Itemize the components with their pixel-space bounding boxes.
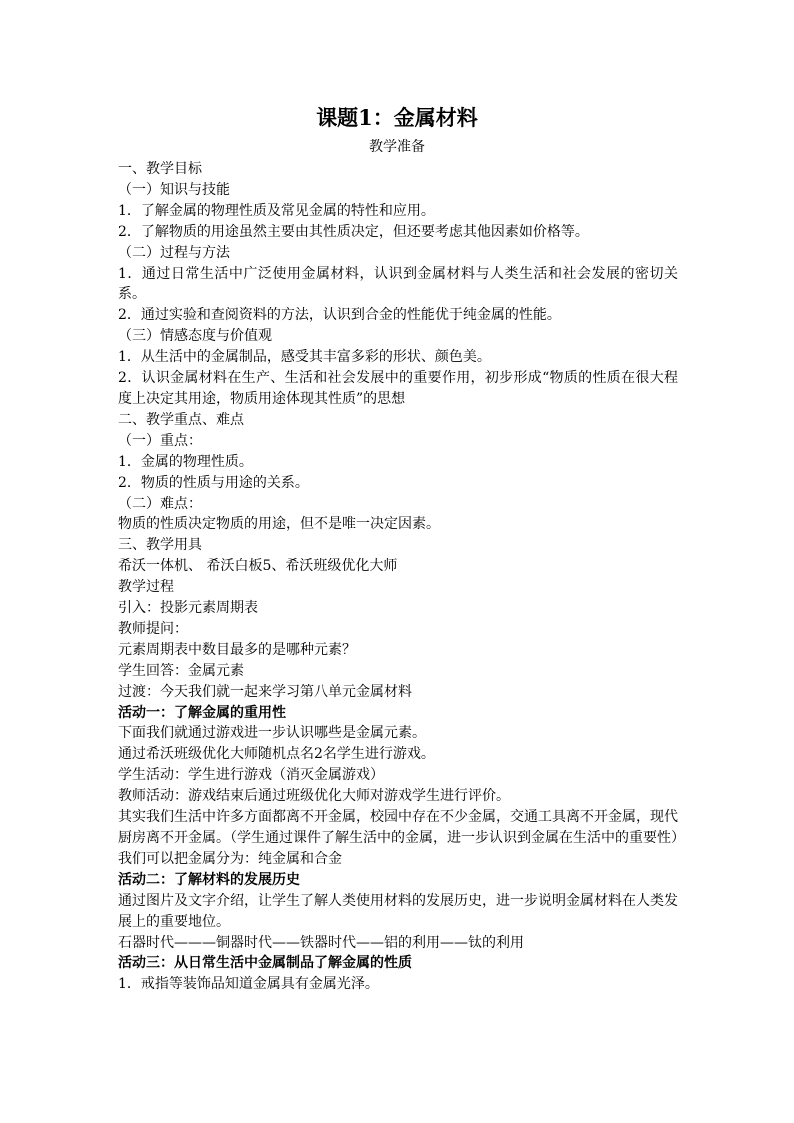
text-line: 学生回答：金属元素 (118, 662, 244, 679)
text-line: 元素周期表中数目最多的是哪种元素？ (118, 641, 356, 658)
text-line: 引入：投影元素周期表 (118, 600, 258, 617)
text-line: 我们可以把金属分为：纯金属和合金 (118, 850, 342, 867)
text-line: 学生活动：学生进行游戏（消灭金属游戏） (118, 767, 384, 784)
text-line: 过渡：今天我们就一起来学习第八单元金属材料 (118, 683, 412, 700)
page-title: 课题1：金属材料 (316, 105, 478, 130)
text-line: 2．通过实验和查阅资料的方法，认识到合金的性能优于纯金属的性能。 (118, 307, 561, 324)
text-line: 三、教学用具 (118, 537, 202, 554)
section-heading: 活动一：了解金属的重用性 (118, 704, 286, 721)
section-heading: 活动三：从日常生活中金属制品了解金属的性质 (118, 955, 412, 972)
text-line: 2．了解物质的用途虽然主要由其性质决定，但还要考虑其他因素如价格等。 (118, 223, 589, 240)
text-line: 教师活动：游戏结束后通过班级优化大师对游戏学生进行评价。 (118, 788, 510, 805)
document-body (118, 159, 685, 995)
text-line: 教学过程 (118, 579, 174, 596)
text-line: （三）情感态度与价值观 (118, 328, 272, 345)
text-line: （二）过程与方法 (118, 244, 230, 261)
section-heading: 活动二：了解材料的发展历史 (118, 871, 300, 888)
text-line: 二、教学重点、难点 (118, 411, 244, 428)
text-line: 2．物质的性质与用途的关系。 (118, 474, 309, 491)
page-subtitle: 教学准备 (369, 139, 425, 155)
text-paragraph: 1．通过日常生活中广泛使用金属材料，认识到金属材料与人类生活和社会发展的密切关系。 (118, 265, 678, 303)
text-paragraph: 通过图片及文字介绍，让学生了解人类使用材料的发展历史，进一步说明金属材料在人类发展上的重要地位。 (118, 892, 678, 930)
text-line: （一）知识与技能 (118, 181, 230, 198)
text-line: 希沃一体机、 希沃白板5、希沃班级优化大师 (118, 558, 398, 575)
text-line: 1．金属的物理性质。 (118, 453, 253, 470)
text-line: 1．戒指等装饰品知道金属具有金属光泽。 (118, 976, 379, 993)
text-line: （一）重点： (118, 432, 202, 449)
text-line: 一、教学目标 (118, 161, 202, 177)
text-line: 下面我们就通过游戏进一步认识哪些是金属元素。 (118, 725, 426, 742)
text-line: 石器时代———铜器时代——铁器时代——铝的利用——钛的利用 (118, 934, 524, 951)
text-line: 教师提问： (118, 620, 188, 637)
text-line: 物质的性质决定物质的用途，但不是唯一决定因素。 (118, 516, 440, 533)
text-line: 1．从生活中的金属制品，感受其丰富多彩的形状、颜色美。 (118, 349, 491, 366)
text-line: （二）难点： (118, 495, 202, 512)
text-paragraph: 2．认识金属材料在生产、生活和社会发展中的重要作用，初步形成“物质的性质在很大程度上决定其用途，物质用途体现其性质”的思想 (118, 370, 678, 407)
text-line: 通过希沃班级优化大师随机点名2名学生进行游戏。 (118, 746, 435, 763)
text-line: 1．了解金属的物理性质及常见金属的特性和应用。 (118, 202, 435, 219)
text-paragraph: 其实我们生活中许多方面都离不开金属，校园中存在不少金属，交通工具离不开金属，现代厨房离不开金属。（学生通过课件了解生活中的金属，进一步认识到金属在生活中的重要性） (118, 809, 685, 846)
